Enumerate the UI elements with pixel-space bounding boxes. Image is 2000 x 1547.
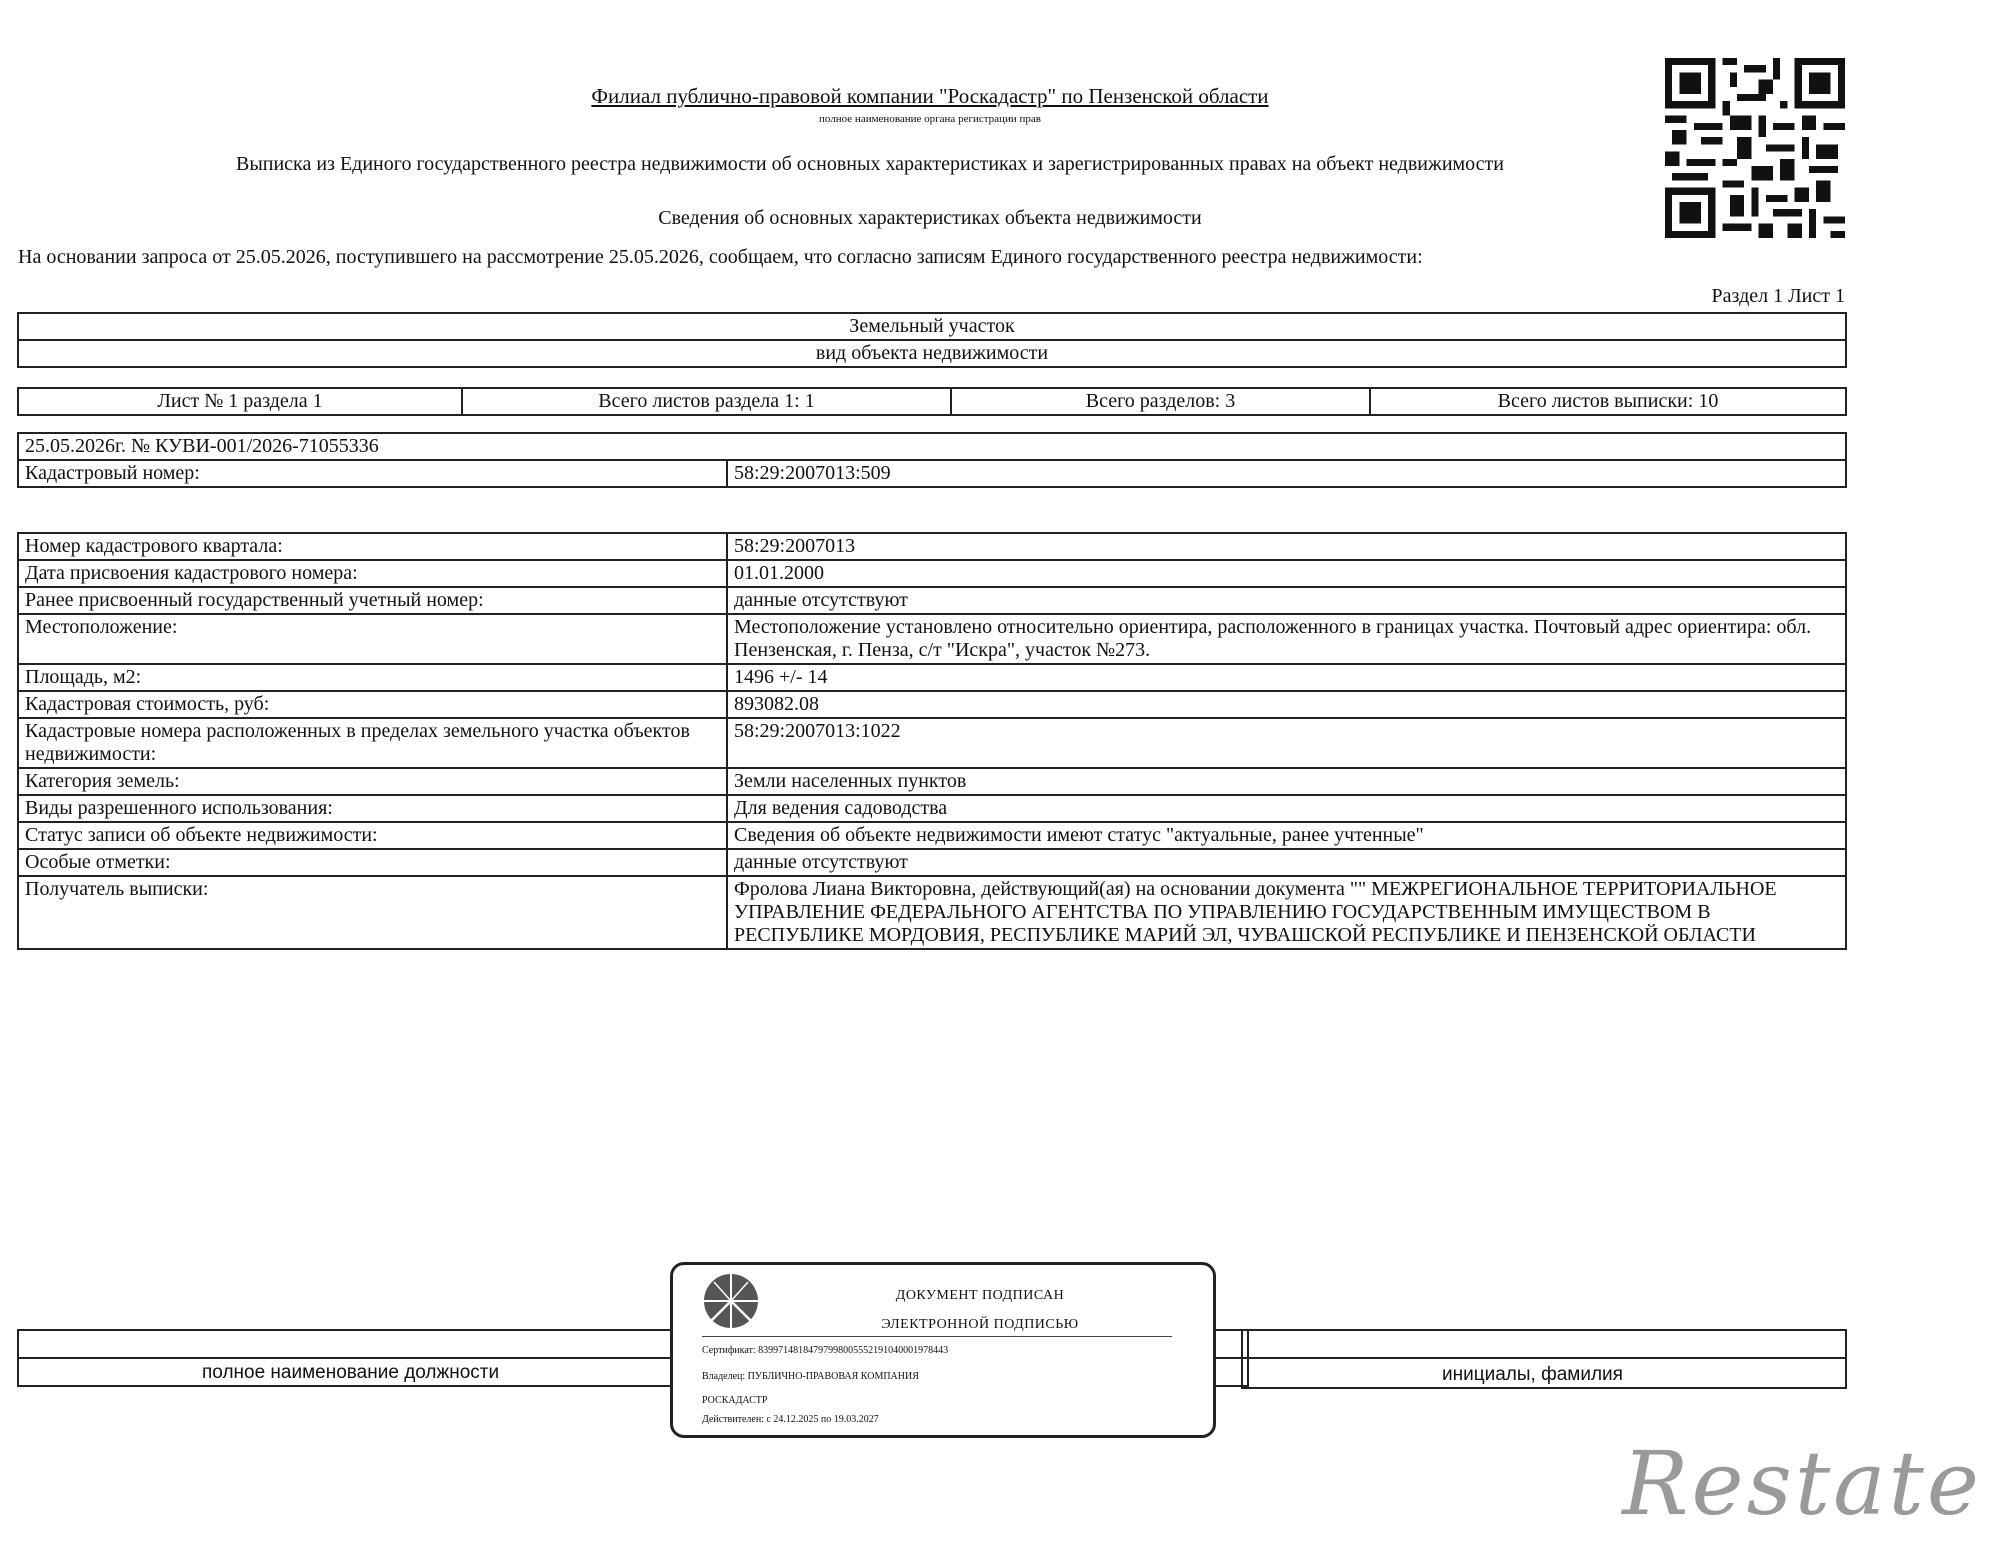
document-reference-table: [17, 432, 1847, 488]
row-label: Виды разрешенного использования:: [18, 795, 727, 822]
name-caption: инициалы, фамилия: [1442, 1364, 1623, 1385]
row-value: 1496 +/- 14: [727, 664, 1846, 691]
property-details-table: [17, 532, 1847, 950]
row-label: Особые отметки:: [18, 849, 727, 876]
table-row: [18, 664, 1846, 691]
table-row: [18, 795, 1846, 822]
sheet-counters-table: [17, 387, 1847, 416]
row-label: Статус записи об объекте недвижимости:: [18, 822, 727, 849]
row-value: Местоположение установлено относительно ориентира, расположенного в границах участка. Почтовый адрес ориентира: обл. Пензенская, г. Пенза, с/т "Искра", участок №273.: [727, 614, 1846, 664]
row-value: 01.01.2000: [727, 560, 1846, 587]
org-name: Филиал публично-правовой компании "Роскадастр" по Пензенской области: [591, 84, 1269, 108]
restate-watermark-logo: Restate: [1622, 1432, 1982, 1535]
section-sheets-count: Всего листов раздела 1: 1: [462, 388, 951, 415]
table-row: [18, 614, 1846, 664]
roskadastr-logo-icon: [702, 1272, 760, 1330]
name-line: [1241, 1357, 1847, 1359]
row-label: Номер кадастрового квартала:: [18, 533, 727, 560]
stamp-divider: [702, 1336, 1172, 1337]
sheet-number: Лист № 1 раздела 1: [18, 388, 462, 415]
row-label: Кадастровые номера расположенных в пределах земельного участка объектов недвижимости:: [18, 718, 727, 768]
table-row: [18, 533, 1846, 560]
request-intro: На основании запроса от 25.05.2026, поступившего на рассмотрение 25.05.2026, сообщаем, что согласно записям Единого государственного реестра недвижимости:: [18, 246, 1423, 268]
row-label: Кадастровая стоимость, руб:: [18, 691, 727, 718]
org-caption: полное наименование органа регистрации прав: [819, 113, 1041, 125]
total-sheets-count: Всего листов выписки: 10: [1370, 388, 1846, 415]
request-number: 25.05.2026г. № КУВИ-001/2026-71055336: [18, 433, 1846, 460]
row-value: данные отсутствуют: [727, 587, 1846, 614]
position-caption: полное наименование должности: [202, 1362, 500, 1383]
row-label: Местоположение:: [18, 614, 727, 664]
object-kind-table: [17, 312, 1847, 368]
row-label: Площадь, м2:: [18, 664, 727, 691]
table-row: [18, 876, 1846, 949]
document-subtitle: Сведения об основных характеристиках объекта недвижимости: [658, 207, 1202, 229]
row-label: Дата присвоения кадастрового номера:: [18, 560, 727, 587]
row-value: 58:29:2007013:1022: [727, 718, 1846, 768]
section-reference: Раздел 1 Лист 1: [1711, 285, 1845, 307]
table-row: [18, 691, 1846, 718]
table-row: [18, 718, 1846, 768]
table-row: [18, 560, 1846, 587]
row-value: Земли населенных пунктов: [727, 768, 1846, 795]
table-row: [18, 768, 1846, 795]
stamp-line-2: ЭЛЕКТРОННОЙ ПОДПИСЬЮ: [881, 1317, 1079, 1332]
document-title: Выписка из Единого государственного реестра недвижимости об основных характеристиках и зарегистрированных правах на объект недвижимости: [235, 153, 1504, 175]
stamp-validity: Действителен: с 24.12.2025 по 19.03.2027: [702, 1414, 879, 1425]
row-label: Ранее присвоенный государственный учетный номер:: [18, 587, 727, 614]
qr-code-icon: [1665, 58, 1845, 238]
row-label: Категория земель:: [18, 768, 727, 795]
stamp-owner-org: РОСКАДАСТР: [702, 1395, 768, 1406]
stamp-owner: Владелец: ПУБЛИЧНО-ПРАВОВАЯ КОМПАНИЯ: [702, 1371, 919, 1382]
row-value: Сведения об объекте недвижимости имеют статус "актуальные, ранее учтенные": [727, 822, 1846, 849]
table-row: [18, 822, 1846, 849]
cadastral-number-value: 58:29:2007013:509: [727, 460, 1846, 487]
row-value: Для ведения садоводства: [727, 795, 1846, 822]
row-value: 893082.08: [727, 691, 1846, 718]
row-value: 58:29:2007013: [727, 533, 1846, 560]
sections-count: Всего разделов: 3: [951, 388, 1370, 415]
table-row: [18, 587, 1846, 614]
object-kind-caption: вид объекта недвижимости: [18, 340, 1846, 367]
object-kind-value: Земельный участок: [18, 313, 1846, 340]
row-label: Получатель выписки:: [18, 876, 727, 949]
stamp-line-1: ДОКУМЕНТ ПОДПИСАН: [895, 1288, 1065, 1303]
cadastral-number-label: Кадастровый номер:: [18, 460, 727, 487]
row-value: данные отсутствуют: [727, 849, 1846, 876]
row-value: Фролова Лиана Викторовна, действующий(ая) на основании документа "" МЕЖРЕГИОНАЛЬНОЕ ТЕРРИТОРИАЛЬНОЕ УПРАВЛЕНИЕ ФЕДЕРАЛЬНОГО АГЕНТСТВА ПО УПРАВЛЕНИЮ ГОСУДАРСТВЕННЫМ ИМУЩЕСТВОМ В РЕСПУБЛИКЕ МОРДОВИЯ, РЕСПУБЛИКЕ МАРИЙ ЭЛ, ЧУВАШСКОЙ РЕСПУБЛИКЕ И ПЕНЗЕНСКОЙ ОБЛАСТИ: [727, 876, 1846, 949]
stamp-certificate: Сертификат: 83997148184797998005552191040001978443: [702, 1345, 949, 1356]
table-row: [18, 849, 1846, 876]
